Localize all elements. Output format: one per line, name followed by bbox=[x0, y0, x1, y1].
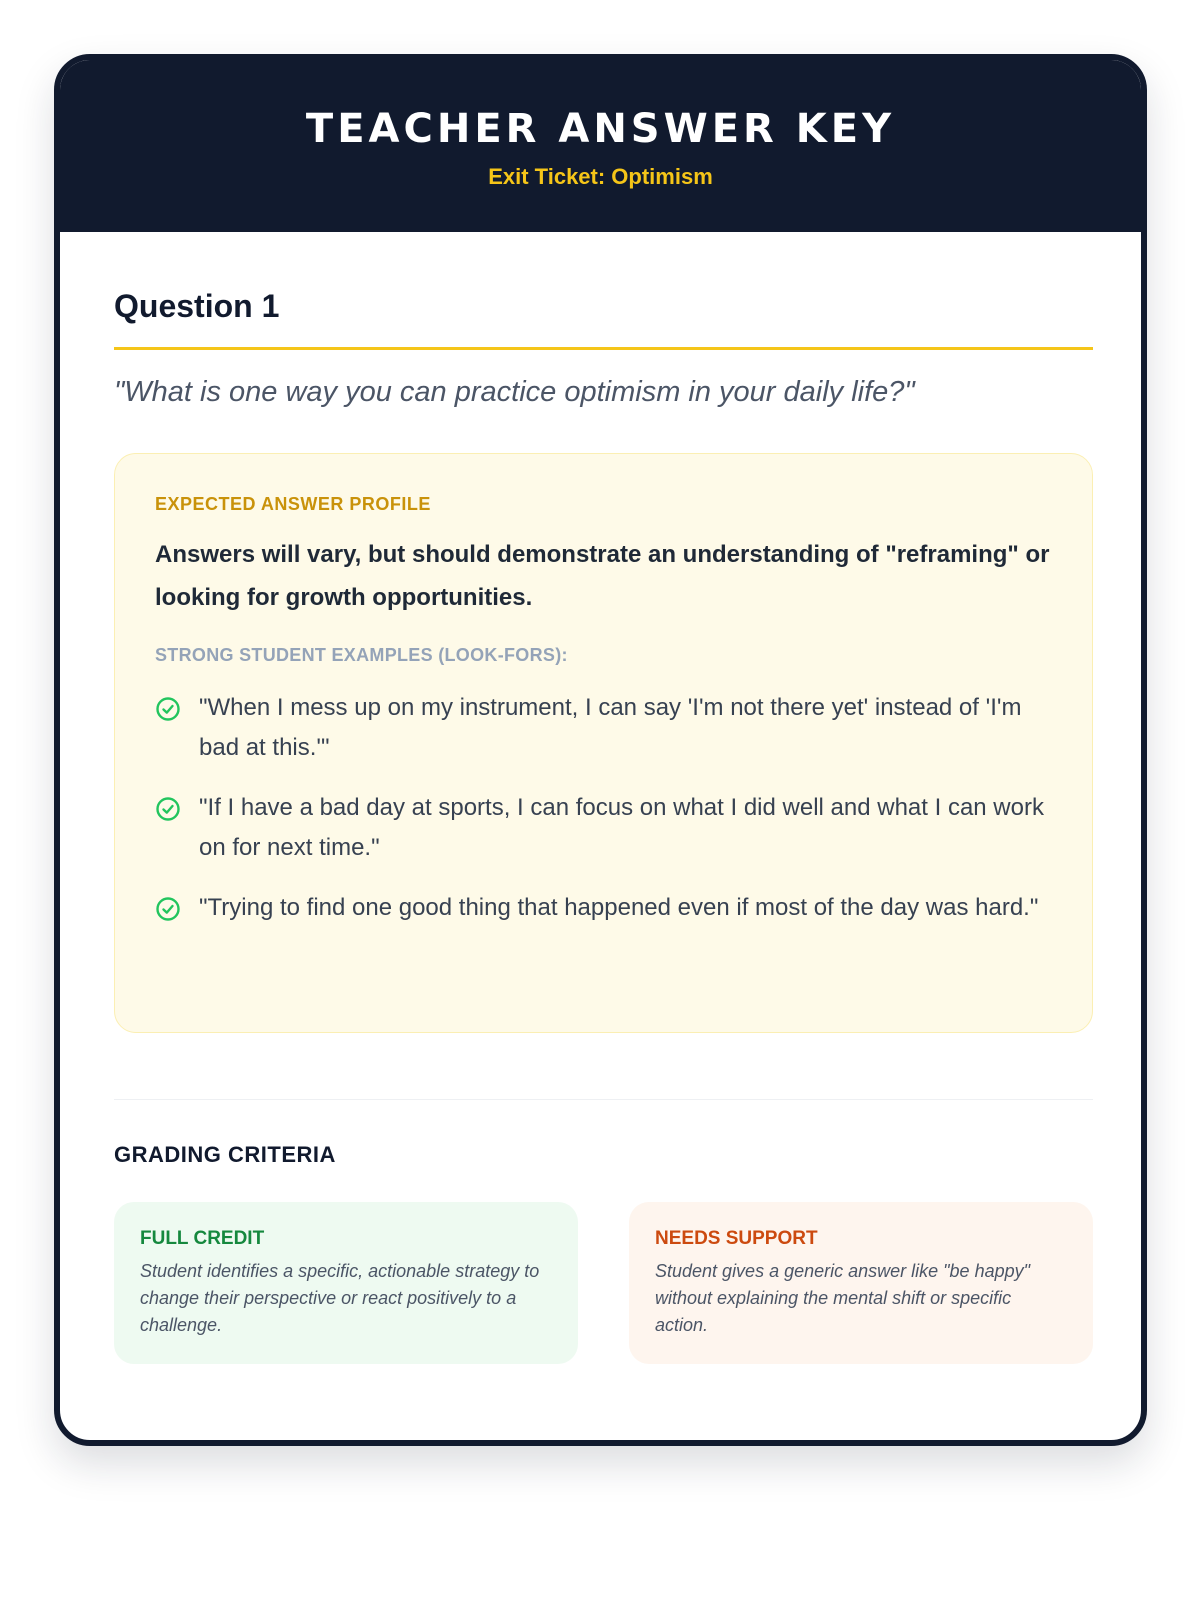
check-circle-icon bbox=[155, 796, 181, 822]
examples-list bbox=[155, 688, 1052, 928]
question-text: "What is one way you can practice optimism in your daily life?" bbox=[114, 376, 915, 408]
check-circle-icon bbox=[155, 696, 181, 722]
example-text: "When I mess up on my instrument, I can say 'I'm not there yet' instead of 'I'm bad at this.'" bbox=[199, 694, 1022, 761]
list-item bbox=[155, 888, 1052, 928]
example-text: "Trying to find one good thing that happened even if most of the day was hard." bbox=[199, 894, 1039, 921]
examples-label: STRONG STUDENT EXAMPLES (LOOK-FORS): bbox=[155, 645, 568, 665]
expected-answer-profile: Answers will vary, but should demonstrate an understanding of "reframing" or looking for growth opportunities. bbox=[155, 541, 1050, 611]
needs-support-label: NEEDS SUPPORT bbox=[655, 1228, 818, 1249]
needs-support-card bbox=[629, 1202, 1093, 1364]
expected-answer-box bbox=[114, 453, 1093, 1033]
example-text: "If I have a bad day at sports, I can focus on what I did well and what I can work on for next time." bbox=[199, 794, 1044, 861]
expected-answer-label: EXPECTED ANSWER PROFILE bbox=[155, 494, 431, 514]
full-credit-label: FULL CREDIT bbox=[140, 1228, 265, 1249]
page-subtitle: Exit Ticket: Optimism bbox=[488, 164, 713, 189]
list-item bbox=[155, 688, 1052, 768]
question-title: Question 1 bbox=[114, 288, 1093, 350]
full-credit-card bbox=[114, 1202, 578, 1364]
content bbox=[114, 232, 1093, 1364]
grading-criteria-title: GRADING CRITERIA bbox=[114, 1142, 336, 1167]
page-title: TEACHER ANSWER KEY bbox=[305, 106, 896, 152]
grading-criteria bbox=[114, 1202, 1093, 1364]
section-divider bbox=[114, 1099, 1093, 1100]
list-item bbox=[155, 788, 1052, 868]
answer-key-card bbox=[54, 54, 1147, 1446]
check-circle-icon bbox=[155, 896, 181, 922]
header bbox=[60, 60, 1141, 232]
needs-support-description: Student gives a generic answer like "be happy" without explaining the mental shift or specific action. bbox=[655, 1261, 1031, 1335]
full-credit-description: Student identifies a specific, actionable strategy to change their perspective or react positively to a challenge. bbox=[140, 1261, 540, 1335]
